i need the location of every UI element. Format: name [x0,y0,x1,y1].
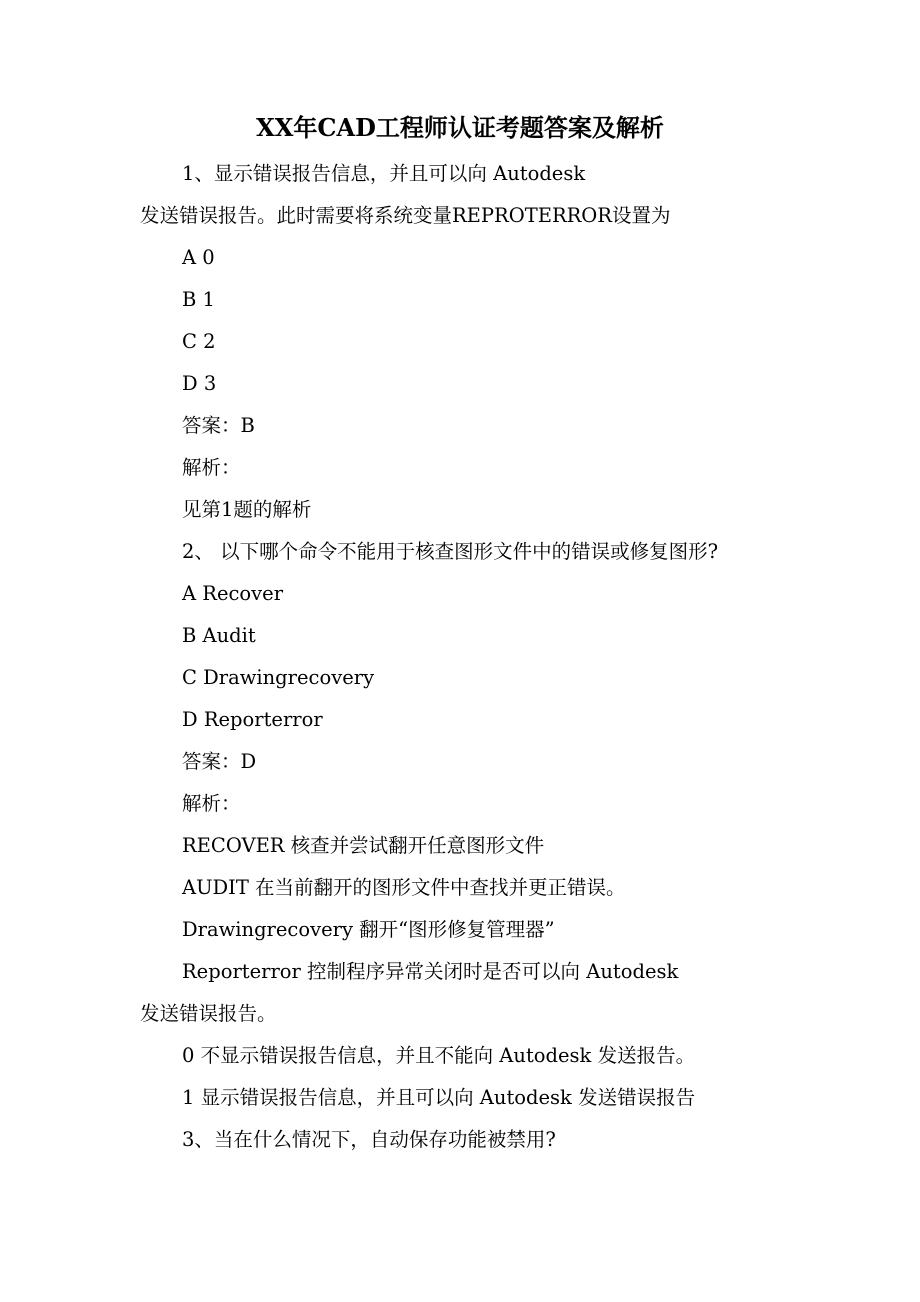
text-line: B Audit [182,624,256,647]
text-line: Drawingrecovery 翻开“图形修复管理器” [182,918,555,941]
text-line: D 3 [182,372,217,395]
text-line: 2、 以下哪个命令不能用于核查图形文件中的错误或修复图形? [182,540,719,563]
text-line: D Reporterror [182,708,323,731]
text-line: 0 不显示错误报告信息，并且不能向 Autodesk 发送报告。 [182,1044,696,1067]
text-line: Reporterror 控制程序异常关闭时是否可以向 Autodesk [182,960,679,983]
text-line: 解析： [182,456,241,479]
text-line: A 0 [182,246,215,269]
text-line: C Drawingrecovery [182,666,375,689]
text-line: AUDIT 在当前翻开的图形文件中查找并更正错误。 [182,876,626,899]
text-line: 1、显示错误报告信息，并且可以向 Autodesk [182,162,586,185]
text-line: A Recover [182,582,284,605]
text-line: C 2 [182,330,216,353]
text-line: RECOVER 核查并尝试翻开任意图形文件 [182,834,545,857]
text-line: B 1 [182,288,215,311]
text-line: 答案：B [182,414,255,437]
text-line: 答案：D [182,750,257,773]
text-line: 解析： [182,792,241,815]
text-line: 3、当在什么情况下，自动保存功能被禁用? [182,1128,556,1151]
text-line: 发送错误报告。 [140,1002,277,1025]
text-line: 发送错误报告。此时需要将系统变量REPROTERROR设置为 [140,204,671,227]
text-line: 见第1题的解析 [182,498,312,521]
text-line: 1 显示错误报告信息，并且可以向 Autodesk 发送错误报告 [182,1086,696,1109]
document-title: XX年CAD工程师认证考题答案及解析 [256,113,664,142]
